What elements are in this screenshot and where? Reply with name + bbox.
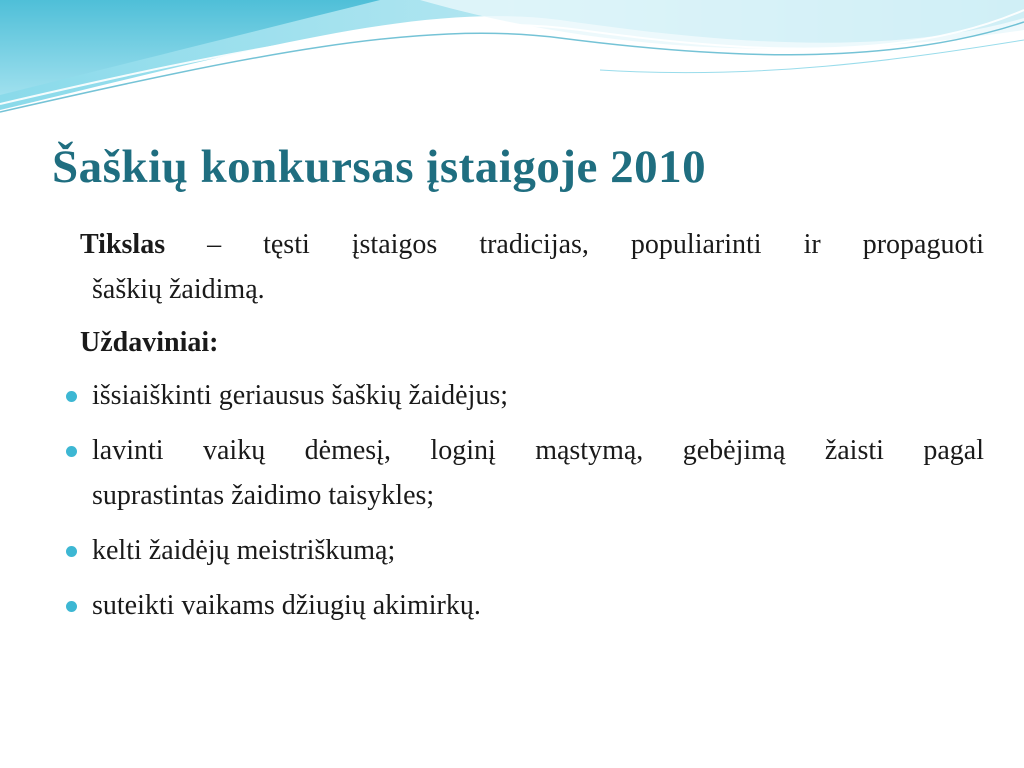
bullet-dot-icon [66, 446, 77, 457]
decorative-wave-header [0, 0, 1024, 130]
goal-paragraph [60, 222, 984, 312]
bullet-dot-icon [66, 391, 77, 402]
list-item-text: kelti žaidėjų meistriškumą; [92, 535, 396, 566]
list-item [60, 373, 984, 418]
list-item-text: suteikti vaikams džiugių akimirkų. [92, 590, 481, 621]
page-title: Šaškių konkursas įstaigoje 2010 [52, 141, 707, 193]
list-item-text: išsiaiškinti geriausus šaškių žaidėjus; [92, 380, 509, 411]
list-item-text-cont: suprastintas žaidimo taisykles; [92, 480, 435, 511]
goal-text-line1: – tęsti įstaigos tradicijas, populiarinti ir propaguoti [165, 229, 984, 260]
list-item [60, 428, 984, 518]
goal-text-line2: šaškių žaidimą. [92, 274, 265, 305]
tasks-list [60, 373, 984, 628]
tasks-heading: Uždaviniai: [80, 327, 219, 358]
goal-label: Tikslas [80, 229, 166, 260]
slide-content [60, 222, 984, 638]
list-item [60, 528, 984, 573]
bullet-dot-icon [66, 546, 77, 557]
list-item-text: lavinti vaikų dėmesį, loginį mąstymą, gebėjimą žaisti pagal [92, 435, 984, 466]
bullet-dot-icon [66, 601, 77, 612]
list-item [60, 583, 984, 628]
